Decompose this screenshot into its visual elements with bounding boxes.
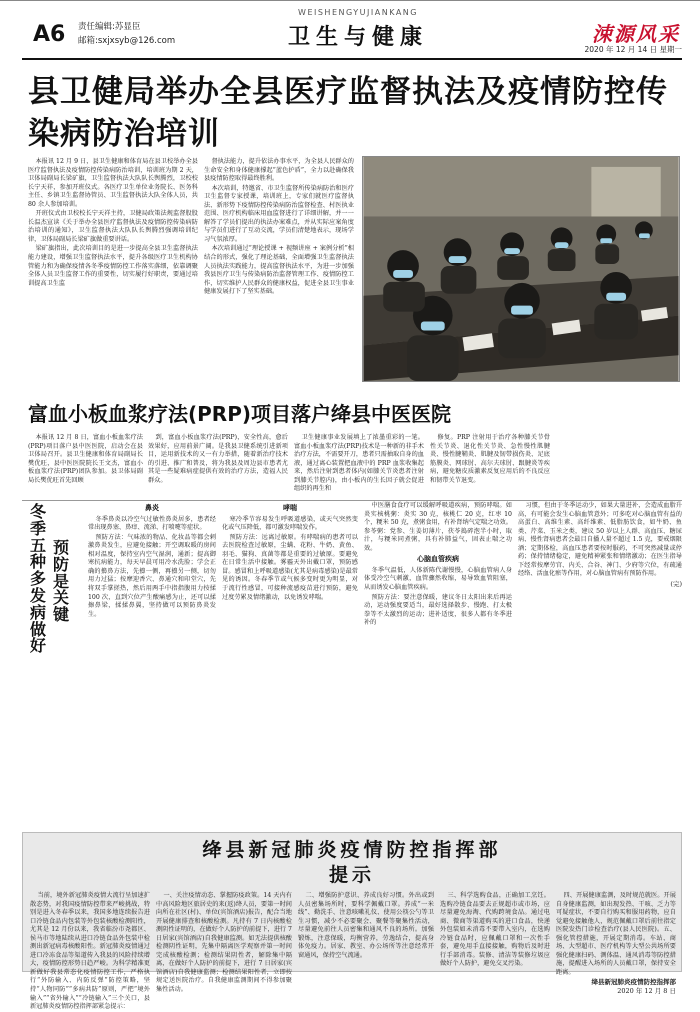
notice-title (22, 838, 682, 887)
article3-paragraph: 冬季气温低，人体新陈代谢慢慢，心脑血管病人身体受冷空气刺激，血管骤然收缩，易导致血管阻塞，从而诱发心脑血管疾病。 (364, 566, 512, 592)
article3-paragraph: 冬季鼻炎以冷空气过敏性鼻炎居多，患者经常出现鼻塞、鼻痒、流涕、打喷嚏等症状。 (88, 515, 216, 532)
notice-column-5 (556, 892, 676, 996)
end-mark: (完) (670, 579, 682, 588)
article3-vertical-title: 冬季五种多发病做好 (30, 502, 47, 656)
notice-paragraph: 四、开展健康监测，及时规范就医。开展自身健康监测，如出现发热、干咳、乏力等可疑症状，不要自行购买和服用药物，应自觉避免接触他人，规范佩戴口罩后前往指定医院发热门诊检查治疗(县人民医院)。五、强化管控措施，开展定期消毒。车站、商场、大型超市、医疗机构等大型公共场所要强化健康扫码、测体温、通风消毒等防控措施，提醒进入场所的人员戴口罩，保持安全距离。 (556, 892, 676, 976)
issue-date: 2020 年 12 月 14 日 星期一 (584, 45, 682, 54)
article1-paragraph: 梁矿旗指出，此次培训目的是进一步提高全县卫生监督执法能力建设，增强卫生监督执法水平，提升各级医疗卫生机构协管能力和为确保疫情各冬季疫情防控工作落实落细，依靠调聚全体人员卫生监督工作的重要性，切实履行好职责，要通过培训提高卫生监 (28, 245, 198, 287)
article2-column-4 (430, 434, 550, 496)
article2-paragraph: 卫生健康事业发展填上了浓墨重彩的一笔。富血小板血浆疗法(PRP)技术是一种新的非手术治疗方法，不需要开刀，患者只需抽取自身的血液，通过离心装置把血液中的 PRP 血浆收集起来，然后注射到患者体内(如膝关节炎患者注射到膝关节腔内)，由小板内的生长因子就会促进组织的再生和 (294, 434, 424, 493)
article1-paragraph: 督执法能力，提升依法办事水平，为全县人民群众的生命安全和身体健康撑起“蓝色护盾”，全力以赴确保我县疫情防控取得最终胜利。 (204, 158, 354, 183)
section-name: 卫生与健康 (287, 24, 428, 50)
article2-column-2 (148, 434, 288, 496)
article2-headline: 富血小板血浆疗法(PRP)项目落户绛县中医医院 (28, 402, 451, 426)
article2-paragraph: 本报讯 12 月 8 日，富血小板血浆疗法(PRP)项目落户县中医医院，启动会在县卫体局召开。县卫生健康和体育局副局长樊优旺，县中医医院院长王文杰，富血小板血浆疗法(PRP)团队参加。县卫体局副局长樊优旺首先回顾 (28, 434, 143, 484)
header-rule (22, 58, 682, 60)
newspaper-brand-logo: 涑源风采 (592, 22, 680, 46)
article3-vertical-subtitle: 预防是关键 (53, 538, 70, 625)
notice-paragraph: 二、增强防护意识、养成良好习惯。外出或到人员密集场所时，要科学佩戴口罩。养成“一米线”、勤洗手、注意咳嗽礼仪、使用公筷公勺等卫生习惯，减少不必要聚会、聚餐等聚集性活动，尽量避免前往人员密集和通风不良的场所。加强锻炼，注意保暖，均衡营养，劳逸结合，提高身体免疫力。居家、教室、办公场所等注意经常开窗通风，保持空气流通。 (298, 892, 434, 959)
article3-paragraph: 预防方法：远离过敏原。有哮喘病的患者可以去医院检查过敏原，尘螨、花粉、牛奶、黄鱼、羽毛、猫狗、真菌等都是重要的过敏原。要避免在日常生活中接触。雾霾天外出戴口罩，预防感冒。感冒和上呼吸道感染(尤其是病毒感染)是最常见的诱因。冬春季节或气候多变时更为明显，对于流行性感冒，可接种流感疫苗进行预防，避免过度劳累及情绪激动，以免诱发哮喘。 (222, 533, 358, 601)
article3-column-3 (364, 502, 512, 824)
article3-paragraph: 寒冷季节容易发生呼吸道感染，或天气突然变化或气压降低，都可激发哮喘发作。 (222, 515, 358, 532)
section-divider (22, 500, 682, 501)
masthead-ruler (0, 0, 700, 5)
page-number: A6 (33, 22, 66, 47)
section-pinyin: WEISHENGYUJIANKANG (298, 8, 418, 17)
subsection-heading: 哮喘 (283, 504, 297, 512)
article1-paragraph: 本次培训，特邀省、市卫生监督所传染病防治和医疗卫生监督专家授课，培训班上，专家们就医疗监督执法、新形势下疫情防控传染病防治监督检查、村医执业范围、医疗机构临床用血监督进行了详细讲解，并一一解答了学员们提出的执法办案难点，并从实际应案角度与学员们进行了互动交流，学员们清楚地表示，现场学习气氛浓厚。 (204, 184, 354, 243)
notice-column-1 (30, 892, 150, 1011)
article3-paragraph: 预防方法：要注意保暖，建议冬日太阳出来后再运动，运动强度要适当，最好选择散步、慢跑、打太极拳等不太激烈的运动；进补适度，很多人都有冬季进补的 (364, 593, 512, 627)
article3-column-2 (222, 502, 358, 824)
notice-title-line: 绛县新冠肺炎疫情防控指挥部 (202, 839, 502, 861)
article2-column-3 (294, 434, 424, 496)
article1-paragraph: 本次培训通过“理论授课 + 视频讲座 + 案例分析”相结合的形式，强化了理论基础，全面增强卫生监督执法人员执法实践能力，提高监督执法水平，为进一步加强我县医疗卫生与传染病防治监督管理工作、疫情防控工作，切实维护人民群众的健康权益，促进全县卫生事业健康发展打下了坚实基础。 (204, 245, 354, 296)
article3-paragraph: 中医膳食食疗可以缓解呼吸道疾病，预防哮喘。如炎实核桃粥：炎实 30 克，核桃仁 20 克，红枣 10 个，粳米 50 克，煮粥食用，有补肾纳气定喘之功效。参苓粥：党参、生姜切薄片，茯苓捣碎泡半小时，取汁，与粳米同煮粥，具有补肺益气，固表止喘之功效。 (364, 502, 512, 552)
notice-column-4 (440, 892, 550, 970)
notice-date: 2020 年 12 月 8 日 (617, 987, 676, 996)
article2-column-1 (28, 434, 143, 496)
notice-column-3 (298, 892, 434, 970)
notice-title-line: 提示 (328, 863, 375, 886)
article1-column-1 (28, 158, 198, 386)
article3-column-1 (88, 502, 216, 824)
notice-column-2 (156, 892, 292, 994)
editor-name: 责任编辑:苏显臣 (78, 22, 141, 32)
article3-paragraph: 预防方法：气味浓的物品、化妆品等都会刺激鼻炎发生，应避免接触；开空调取暖的房间相对温度，保持室内空气湿润，通新；提高御寒抗病能力，每天早晨可用冷水洗脸；学会正确的擤鼻方法，先擤一侧，再擤另一侧，切勿用力过猛；按摩迎香穴、鼻通穴和印堂穴，先将双手掌搓热，然后用两手中指指腹用力按揉 100 次，直到穴位产生酸痛感为止，还可以揉擦鼻梁，揉揉鼻翼，坚持做可以预防鼻炎发生。 (88, 533, 216, 618)
article3-paragraph: 习惯，但由于冬季运动少，如果大量进补，会造成血脂升高，有可能会发生心脑血管意外；可多吃对心脑血管有益的高蛋白、高维生素、高纤维素、低脂肪饮食，如牛奶、鱼类、芹菜、玉米之类，建议 50 岁以上人群、高血压、糖尿病、慢性肾病患者会最目自播人量不超过 1.5 克，要戒烟限酒；定期体检，高血压患者要按时服药，不可突然减量或停药；保持情绪稳定，避免精神紧张和情绪激动；在医生指导下经常按摩劳宫、内关、合谷、神门、少府等穴位，有疏通经络、活血化瘀等作用，对心脑血管病有预防作用。 (518, 502, 682, 578)
editor-info (78, 21, 175, 48)
notice-paragraph: 一、关注疫情动态、掌握防疫政策。14 天内有中高风险地区旅居史的来(返)绛人员，要第一时间向所在社区(村)、单位(宾馆酒店)报告，配合当地开展健康排查和核酸检测。凡持有 7 日内核酸检测阴性证明的，在做好个人防护的前提下，进行 7 日居家(宾馆酒店)自我健康监测。如无法提供核酸检测阴性证明，先集中隔离医学观察并第一时间完成核酸检测；检测结果阴性者，解除集中隔离，在做好个人防护的前提下，进行 7 日居家(宾馆酒店)自我健康监测；检测结果阳性者，立即按规定送医院治疗。自我健康监测期间不得参加聚集性活动。 (156, 892, 292, 994)
article2-paragraph: 修复。PRP 注射用于治疗各种膝关节骨性关节炎、退化性关节炎、急性慢性肌腱炎、慢性腱鞘炎、肌腱及韧带损伤炎、足底筋膜炎、网球肘、高尔夫球肘、跟腱炎等疾病，避免糖皮质激素反复应用后的不良反应和韧带关节退变。 (430, 434, 550, 484)
editor-email: 邮箱:sxjxsyb@126.com (78, 35, 176, 46)
article2-column-5 (556, 434, 682, 496)
subsection-heading: 鼻炎 (145, 504, 159, 512)
article3-column-4 (518, 502, 682, 824)
article1-paragraph: 开班仪式由卫校校长宁天祥主持，卫健局政策法规监督股股长温杰宣读《关于举办全县医疗监督执法及疫情防控传染病防治培训的通知》，卫生监督执法大队队长舆腾烈强调培训纪律，卫体局副局长梁矿旗做重要讲话。 (28, 210, 198, 243)
notice-paragraph: 当前，境外新冠肺炎疫情大流行呈加速扩散态势，对我国疫情防控带来严峻挑战，特别是进入冬春季以来，我国多地连续报告进口冷链食品内包装等外包装核酸检测阳性，尤其是 12 月份以来，我省临汾市尧都区、侯马市等地陆续从进口冷链食品外包装中检测出新冠病毒核酸阳性。新冠肺炎疫情通过进口冷冻食品等渠道传入我县的风险持续增大，疫情防控形势日趋严峻。为科学精准更新做好我县常态化疫情防控工作，严格执行“外防输入、内防反弹”防控策略，坚持“人物同防”“多病共防”原则，严把“境外输入”“省外输入”“冷链输入”三个关口，县新冠肺炎疫情防控指挥部紧急提示： (30, 892, 150, 1011)
article2-paragraph: 到，富血小板血浆疗法(PRP)，安全性高，愈后效果好，应用前景广阔。是我县卫健系统引进新项目，运用新技术的又一有力举措，随着新治疗技术的引进、推广和普及，将为我县及周边县市患者尤其是一些疑难病症提供有效的治疗方法，造福人民群众。 (148, 434, 288, 484)
notice-signature: 绛县新冠肺炎疫情防控指挥部 (591, 978, 676, 987)
main-headline: 县卫健局举办全县医疗监督执法及疫情防控传染病防治培训 (28, 74, 668, 152)
training-photo (362, 156, 680, 382)
notice-paragraph: 三、科学选购食品，正确加工烹饪。选购冷链食品要去正规超市或市场，应尽量避免海淘、代购跨境食品。通过电商、微商等渠道购买的进口食品，快递外包装如未消毒不要带入室内，在选购冷链食品时，应佩戴口罩和一次性手套，避免用手直接接触，购物后及时进行手部消毒。装修、清洁等装修垃圾应做好个人防护，避免交叉污染。 (440, 892, 550, 968)
article1-column-2 (204, 158, 354, 386)
article1-paragraph: 本报讯 12 月 9 日，县卫生健康和体育局在县卫校举办全县医疗监督执法及疫情防控传染病防治培训，培训班为期 2 天，卫体局副局长梁矿旗，卫生监督执法大队队长舆腾烈，卫校校长宁天祥，参加开班仪式。各医疗卫生单位业务院长、医务科主任、乡镇卫生监督协管员、卫生监督执法大队全体人员，共 80 余人参加培训。 (28, 158, 198, 208)
subsection-heading: 心脑血管疾病 (417, 555, 459, 564)
